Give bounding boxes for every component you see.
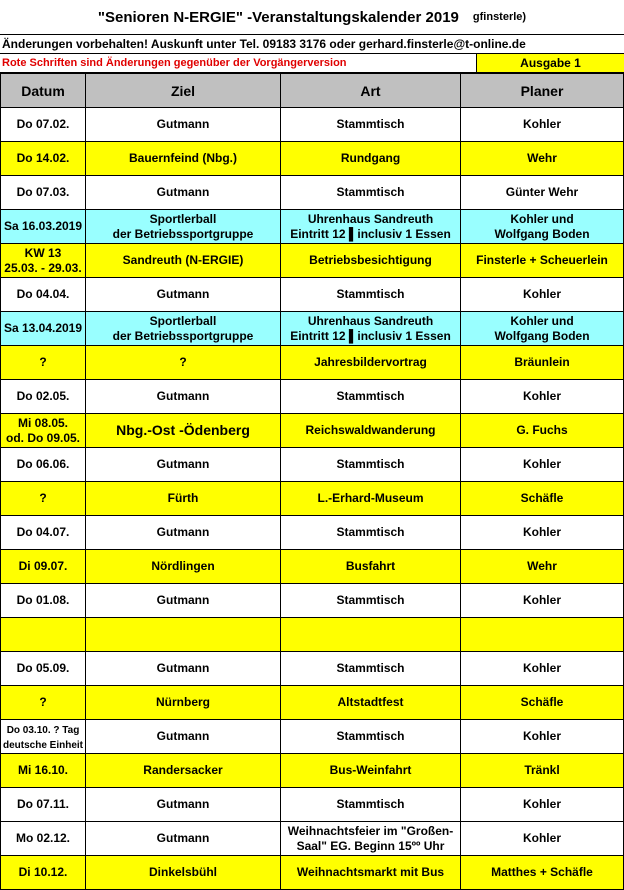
change-notice: Rote Schriften sind Änderungen gegenüber der Vorgängerversion [2,57,347,69]
cell-datum [1,312,86,346]
art-text: Stammtisch [336,185,405,199]
cell-planer [461,754,624,788]
datum-text: Do 14.02. [16,151,70,165]
art-text: Stammtisch [336,117,405,131]
art-text: L.-Erhard-Museum [317,491,424,505]
cell-ziel [86,176,281,210]
table-row [1,244,624,278]
planer-text: Schäfle [520,695,564,709]
ziel-text: Nürnberg [156,695,210,709]
cell-datum [1,754,86,788]
datum-text: Do 03.10. ? Tag deutsche Einheit [3,724,84,751]
datum-text: Mi 16.10. [17,763,69,777]
cell-art [281,686,461,720]
column-header-datum: Datum [1,74,86,108]
planer-text: Schäfle [520,491,564,505]
ziel-text: ? [179,355,187,369]
cell-datum [1,788,86,822]
cell-ziel [86,652,281,686]
ziel-text: Nbg.-Ost -Ödenberg [116,421,250,438]
cell-ziel [86,108,281,142]
table-row [1,788,624,822]
planer-text: Matthes + Schäfle [491,865,593,879]
datum-text: Do 04.04. [16,287,70,301]
cell-ziel [86,414,281,448]
cell-datum [1,108,86,142]
cell-planer [461,142,624,176]
table-row [1,176,624,210]
planer-text: Kohler und Wolfgang Boden [494,211,590,241]
ziel-text: Sportlerball der Betriebssportgruppe [112,211,254,241]
datum-text: KW 13 25.03. - 29.03. [4,245,82,275]
contact-info: Änderungen vorbehalten! Auskunft unter Tel. 09183 3176 oder gerhard.finsterle@t-online.de [0,35,624,54]
table-row [1,312,624,346]
cell-ziel [86,822,281,856]
cell-art [281,176,461,210]
cell-planer [461,482,624,516]
table-row [1,584,624,618]
cell-planer [461,380,624,414]
cell-art [281,142,461,176]
cell-art [281,312,461,346]
cell-ziel [86,618,281,652]
art-text: Betriebsbesichtigung [309,253,432,267]
datum-text: Do 02.05. [16,389,70,403]
ziel-text: Gutmann [156,797,210,811]
cell-ziel [86,550,281,584]
column-header-art: Art [281,74,461,108]
datum-text: Mo 02.12. [15,831,71,845]
datum-text: Do 05.09. [16,661,70,675]
cell-art [281,550,461,584]
cell-planer [461,686,624,720]
table-row [1,108,624,142]
event-rows [1,108,624,890]
cell-planer [461,176,624,210]
planer-text: Tränkl [524,763,560,777]
planer-text: Kohler [522,389,561,403]
datum-text: Do 06.06. [16,457,70,471]
cell-ziel [86,380,281,414]
cell-ziel [86,448,281,482]
planer-text: Kohler und Wolfgang Boden [494,313,590,343]
cell-datum [1,176,86,210]
cell-art [281,618,461,652]
cell-ziel [86,482,281,516]
cell-planer [461,618,624,652]
art-text: Weihnachtsmarkt mit Bus [296,865,445,879]
cell-art [281,482,461,516]
ziel-text: Randersacker [143,763,223,777]
planer-text: Kohler [522,593,561,607]
cell-planer [461,244,624,278]
planer-text: Kohler [522,525,561,539]
cell-art [281,856,461,890]
datum-text: Di 09.07. [18,559,68,573]
cell-art [281,788,461,822]
table-row [1,686,624,720]
table-row [1,142,624,176]
datum-text: Do 07.03. [16,185,70,199]
cell-planer [461,516,624,550]
cell-datum [1,618,86,652]
cell-planer [461,414,624,448]
cell-ziel [86,584,281,618]
ziel-text: Gutmann [156,525,210,539]
ziel-text: Nördlingen [151,559,215,573]
edition-label: Ausgabe 1 [476,54,624,72]
cell-datum [1,550,86,584]
cell-ziel [86,244,281,278]
datum-text: ? [39,491,47,505]
ziel-text: Gutmann [156,593,210,607]
cell-ziel [86,346,281,380]
planer-text: Kohler [522,831,561,845]
cell-datum [1,142,86,176]
cell-art [281,244,461,278]
cell-planer [461,108,624,142]
ziel-text: Gutmann [156,457,210,471]
ziel-text: Sandreuth (N-ERGIE) [122,253,244,267]
cell-planer [461,448,624,482]
cell-art [281,516,461,550]
cell-planer [461,312,624,346]
art-text: Stammtisch [336,729,405,743]
cell-datum [1,584,86,618]
art-text: Stammtisch [336,593,405,607]
table-row [1,516,624,550]
art-text: Bus-Weinfahrt [329,763,412,777]
notice-row [0,54,624,73]
datum-text: Do 01.08. [16,593,70,607]
cell-planer [461,346,624,380]
cell-datum [1,856,86,890]
table-row [1,652,624,686]
cell-art [281,414,461,448]
cell-datum [1,278,86,312]
cell-datum [1,244,86,278]
planer-text: Kohler [522,457,561,471]
art-text: Altstadtfest [337,695,404,709]
cell-art [281,278,461,312]
cell-planer [461,584,624,618]
datum-text: Di 10.12. [18,865,68,879]
table-row [1,278,624,312]
cell-datum [1,516,86,550]
ziel-text: Gutmann [156,185,210,199]
cell-datum [1,380,86,414]
table-row [1,380,624,414]
cell-art [281,210,461,244]
art-text: Stammtisch [336,661,405,675]
cell-datum [1,686,86,720]
page-title: "Senioren N-ERGIE" -Veranstaltungskalender 2019 [97,8,459,26]
cell-datum [1,414,86,448]
ziel-text: Gutmann [156,729,210,743]
table-row [1,482,624,516]
cell-datum [1,448,86,482]
planer-text: Günter Wehr [505,185,579,199]
art-text: Reichswaldwanderung [305,423,436,437]
planer-text: Kohler [522,729,561,743]
art-text: Stammtisch [336,457,405,471]
planer-text: Kohler [522,117,561,131]
cell-datum [1,652,86,686]
table-row [1,720,624,754]
cell-art [281,346,461,380]
title-row [0,0,624,35]
art-text: Jahresbildervortrag [314,355,427,369]
cell-ziel [86,788,281,822]
cell-art [281,584,461,618]
table-row [1,618,624,652]
table-row [1,754,624,788]
art-text: Stammtisch [336,797,405,811]
cell-ziel [86,516,281,550]
table-row [1,448,624,482]
art-text: Stammtisch [336,287,405,301]
datum-text: Mi 08.05. od. Do 09.05. [5,415,81,445]
cell-art [281,720,461,754]
ziel-text: Gutmann [156,831,210,845]
datum-text: ? [39,355,47,369]
datum-text: Do 04.07. [16,525,70,539]
author-note: gfinsterle) [472,11,527,23]
ziel-text: Fürth [167,491,199,505]
cell-planer [461,652,624,686]
planer-text: Kohler [522,661,561,675]
art-text: Stammtisch [336,525,405,539]
cell-ziel [86,686,281,720]
cell-ziel [86,754,281,788]
cell-art [281,652,461,686]
cell-art [281,380,461,414]
ziel-text: Bauernfeind (Nbg.) [129,151,237,165]
cell-planer [461,856,624,890]
planer-text: Wehr [527,559,557,573]
table-row [1,346,624,380]
cell-ziel [86,142,281,176]
ziel-text: Gutmann [156,117,210,131]
datum-text: Do 07.02. [16,117,70,131]
cell-planer [461,788,624,822]
cell-art [281,448,461,482]
art-text: Busfahrt [345,559,396,573]
datum-text: Do 07.11. [16,797,70,811]
cell-datum [1,210,86,244]
cell-planer [461,822,624,856]
cell-datum [1,482,86,516]
event-table [0,73,624,890]
table-row [1,210,624,244]
art-text: Stammtisch [336,389,405,403]
planer-text: Kohler [522,797,561,811]
planer-text: Bräunlein [514,355,570,369]
planer-text: Wehr [527,151,557,165]
cell-ziel [86,720,281,754]
datum-text: ? [39,695,47,709]
table-row [1,856,624,890]
ziel-text: Gutmann [156,287,210,301]
table-row [1,550,624,584]
table-row [1,414,624,448]
cell-planer [461,210,624,244]
art-text: Uhrenhaus Sandreuth Eintritt 12 ▌inclusiv 1 Essen [290,313,451,343]
planer-text: Finsterle + Scheuerlein [476,253,608,267]
cell-ziel [86,210,281,244]
cell-ziel [86,856,281,890]
cell-ziel [86,312,281,346]
cell-datum [1,822,86,856]
cell-planer [461,278,624,312]
cell-planer [461,550,624,584]
ziel-text: Gutmann [156,389,210,403]
ziel-text: Gutmann [156,661,210,675]
art-text: Uhrenhaus Sandreuth Eintritt 12 ▌inclusiv 1 Essen [290,211,451,241]
art-text: Rundgang [340,151,401,165]
column-header-planer: Planer [461,74,624,108]
column-header-ziel: Ziel [86,74,281,108]
cell-datum [1,346,86,380]
cell-ziel [86,278,281,312]
ziel-text: Dinkelsbühl [148,865,217,879]
table-row [1,822,624,856]
cell-art [281,754,461,788]
cell-datum [1,720,86,754]
planer-text: Kohler [522,287,561,301]
art-text: Weihnachtsfeier im "Großen- Saal" EG. Beginn 15ºº Uhr [287,823,454,853]
planer-text: G. Fuchs [516,423,568,437]
cell-planer [461,720,624,754]
cell-art [281,822,461,856]
table-header-row [1,74,624,108]
cell-art [281,108,461,142]
datum-text: Sa 16.03.2019 [3,219,83,233]
ziel-text: Sportlerball der Betriebssportgruppe [112,313,254,343]
datum-text: Sa 13.04.2019 [3,321,83,335]
